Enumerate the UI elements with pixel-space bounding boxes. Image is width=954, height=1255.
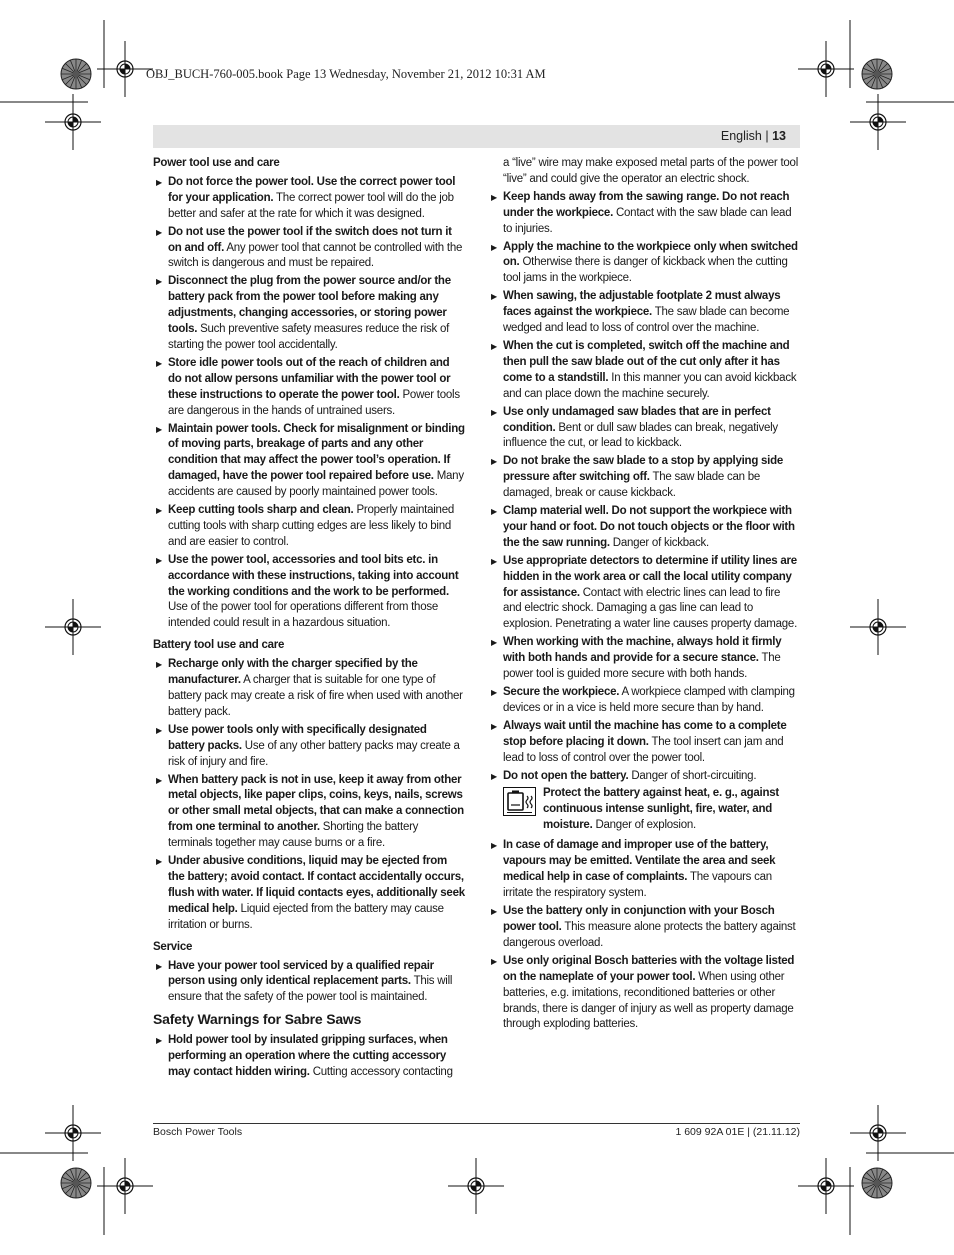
item-bold-text: Do not use the power tool if the switch does not turn it on and off.: [168, 225, 452, 254]
warning-text: Danger of explosion.: [592, 819, 696, 832]
list-item: [488, 339, 800, 403]
item-text: Danger of kickback.: [609, 536, 709, 549]
item-bold-text: Use only undamaged saw blades that are in perfect condition.: [503, 405, 771, 434]
item-text: The tool insert can jam and lead to loss of control over the power tool.: [503, 735, 784, 764]
item-text: Shorting the battery terminals together may cause burns or a fire.: [168, 821, 419, 850]
battery-heat-warning: [488, 786, 800, 834]
list-item: [153, 723, 465, 771]
list-item: [153, 854, 465, 934]
item-text: Use of any other battery packs may create a risk of injury and fire.: [168, 739, 460, 768]
item-bold-text: When battery pack is not in use, keep it away from other metal objects, like paper clips, coins, keys, nails, screws or other small metal objects, that can make a connection from one terminal to another.: [168, 773, 464, 834]
item-text: This will ensure that the safety of the power tool is maintained.: [168, 975, 453, 1004]
item-text: The saw blade can be damaged, break or cause kickback.: [503, 471, 761, 500]
item-bold-text: Do not force the power tool. Use the correct power tool for your application.: [168, 175, 456, 204]
item-text: The power tool is guided more secure with both hands.: [503, 652, 781, 681]
item-text: A charger that is suitable for one type of battery pack may create a risk of fire when used with another battery pack.: [168, 674, 463, 718]
item-bold-text: When the cut is completed, switch off the machine and then pull the saw blade out of the cut only after it has come to a standstill.: [503, 339, 790, 384]
list-item: [153, 356, 465, 420]
item-text: Cutting accessory contacting: [309, 1065, 453, 1078]
list-item: [153, 657, 465, 721]
item-text: Contact with the saw blade can lead to injuries.: [503, 206, 792, 235]
item-bold-text: Clamp material well. Do not support the workpiece with your hand or foot. Do not touch objects or the floor with the the saw running.: [503, 505, 795, 549]
item-text: Danger of short-circuiting.: [628, 769, 757, 782]
list-item: [488, 685, 800, 717]
item-text: A workpiece clamped with clamping devices or in a vice is held more secure than by hand.: [503, 686, 795, 714]
list-item: [488, 838, 800, 902]
left-column: [153, 156, 465, 1083]
list-item: [488, 454, 800, 502]
item-text: Such preventive safety measures reduce the risk of starting the power tool accidentally.: [168, 323, 450, 351]
list-item: [488, 719, 800, 767]
list-item: [488, 240, 800, 288]
item-text: Bent or dull saw blades can break, negatively influence the cut, or lead to kickback.: [503, 421, 778, 450]
item-bold-text: Apply the machine to the workpiece only when switched on.: [503, 240, 798, 269]
item-text: The correct power tool will do the job better and safer at the rate for which it was designed.: [168, 191, 454, 220]
page-header-bar: [153, 125, 800, 148]
item-bold-text: Use only original Bosch batteries with the voltage listed on the nameplate of your power tool.: [503, 954, 795, 983]
item-bold-text: Hold power tool by insulated gripping surfaces, when performing an operation where the cutting accessory may contact hidden wiring.: [168, 1034, 448, 1078]
page-header: English | 13: [720, 129, 786, 143]
right-column: [488, 156, 800, 1035]
warning-bold-text: Protect the battery against heat, e. g., against continuous intense sunlight, fire, water, and moisture.: [543, 787, 779, 832]
item-bold-text: Use appropriate detectors to determine if utility lines are hidden in the work area or call the local utility company for assistance.: [503, 554, 797, 599]
item-text: The vapours can irritate the respiratory system.: [503, 871, 772, 900]
item-text: Use of the power tool for operations different from those intended could result in a hazardous situation.: [168, 601, 438, 630]
list-item: [153, 175, 465, 223]
item-bold-text: Always wait until the machine has come to a complete stop before placing it down.: [503, 719, 787, 748]
section-heading-power-tool-use: Power tool use and care: [153, 157, 280, 169]
list-item: [488, 769, 800, 785]
battery-heat-warning-icon: [503, 787, 536, 816]
item-bold-text: Use the power tool, accessories and tool bits etc. in accordance with these instructions, taking into account the working conditions and the work to be performed.: [168, 553, 459, 598]
item-bold-text: Have your power tool serviced by a qualified repair person using only identical replacement parts.: [168, 959, 434, 988]
list-item: [153, 773, 465, 853]
continued-text: a “live” wire may make exposed metal parts of the power tool “live” and could give the operator an electric shock.: [503, 157, 798, 185]
item-bold-text: Maintain power tools. Check for misalignment or binding of moving parts, breakage of parts and any other condition that may affect the power tool’s operation. If damaged, have the power tool repaired before use.: [168, 422, 465, 483]
item-text: This measure alone protects the battery against dangerous overload.: [503, 920, 796, 949]
footer-rule: [153, 1123, 800, 1124]
item-text: In this manner you can avoid kickback and can place down the machine securely.: [503, 371, 797, 400]
item-bold-text: Recharge only with the charger specified by the manufacturer.: [168, 658, 418, 687]
item-bold-text: Under abusive conditions, liquid may be ejected from the battery; avoid contact. If contact accidentally occurs, flush with water. If liquid contacts eyes, additionally seek medical help.: [168, 855, 465, 915]
list-item: [488, 405, 800, 453]
item-text: Otherwise there is danger of kickback when the cutting tool jams in the workpiece.: [503, 256, 788, 285]
list-item: [153, 503, 465, 551]
list-item: [488, 554, 800, 634]
item-bold-text: Use power tools only with specifically designated battery packs.: [168, 723, 427, 752]
item-bold-text: Do not brake the saw blade to a stop by applying side pressure after switching off.: [503, 455, 784, 484]
footer-brand: Bosch Power Tools: [153, 1126, 243, 1138]
list-item: [488, 904, 800, 952]
list-item: [153, 225, 465, 273]
section-heading-service: Service: [153, 940, 193, 953]
list-item: [153, 274, 465, 354]
item-bold-text: When sawing, the adjustable footplate 2 must always faces against the workpiece.: [503, 290, 781, 319]
list-item: [153, 422, 465, 502]
item-bold-text: When working with the machine, always hold it firmly with both hands and provide for a secure stance.: [503, 636, 782, 665]
item-bold-text: Do not open the battery.: [503, 769, 629, 782]
item-text: The saw blade can become wedged and lead to loss of control over the machine.: [503, 306, 790, 335]
item-bold-text: Secure the workpiece.: [503, 686, 620, 698]
item-text: Power tools are dangerous in the hands of untrained users.: [168, 388, 460, 417]
list-item: [488, 504, 800, 552]
list-item: [153, 1033, 465, 1081]
item-bold-text: Keep hands away from the sawing range. Do not reach under the workpiece.: [503, 190, 790, 219]
item-bold-text: Use the battery only in conjunction with your Bosch power tool.: [503, 905, 775, 933]
list-item: [488, 954, 800, 1034]
item-bold-text: Keep cutting tools sharp and clean.: [168, 504, 354, 517]
list-item: [153, 959, 465, 1007]
item-text: Liquid ejected from the battery may cause irritation or burns.: [168, 902, 444, 931]
item-text: Any power tool that cannot be controlled with the switch is dangerous and must be repaired.: [168, 241, 463, 270]
section-heading-battery-tool-use: Battery tool use and care: [153, 639, 285, 652]
header-language: English: [720, 129, 762, 143]
item-text: Contact with electric lines can lead to fire and electric shock. Damaging a gas line can lead to explosion. Penetrating a water line causes property damage.: [503, 586, 798, 631]
item-bold-text: In case of damage and improper use of the battery, vapours may be emitted. Ventilate the area and seek medical help in case of complaints.: [503, 839, 776, 884]
item-text: Many accidents are caused by poorly maintained power tools.: [168, 470, 464, 499]
list-item: [488, 289, 800, 337]
footer-doc-number: 1 609 92A 01E | (21.11.12): [675, 1126, 800, 1138]
print-slug-line: OBJ_BUCH-760-005.book Page 13 Wednesday, November 21, 2012 10:31 AM: [146, 67, 546, 81]
item-bold-text: Disconnect the plug from the power source and/or the battery pack from the power tool before making any adjustments, changing accessories, or storing power tools.: [168, 275, 451, 336]
item-bold-text: Store idle power tools out of the reach of children and do not allow persons unfamiliar with the power tool or these instructions to operate the power tool.: [168, 356, 451, 401]
list-item: [488, 190, 800, 238]
list-item: [488, 635, 800, 683]
item-text: Properly maintained cutting tools with sharp cutting edges are less likely to bind and are easier to control.: [168, 504, 454, 548]
section-heading-sabre-saws: Safety Warnings for Sabre Saws: [153, 1011, 362, 1028]
list-item: [153, 553, 465, 633]
page-number: 13: [772, 129, 786, 143]
item-text: When using other batteries, e.g. imitations, reconditioned batteries or other brands, there is danger of injury as well as property damage through exploding batteries.: [503, 970, 794, 1031]
